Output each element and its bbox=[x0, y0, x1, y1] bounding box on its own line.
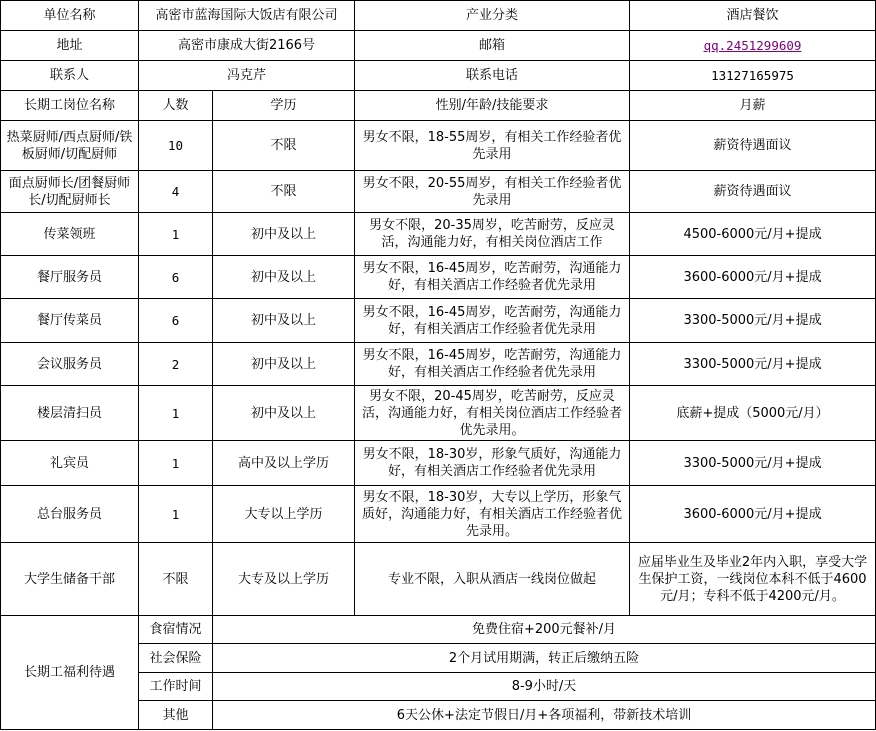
job-row bbox=[1, 299, 876, 343]
job-count: 10 bbox=[139, 121, 213, 171]
job-position: 礼宾员 bbox=[1, 441, 139, 486]
job-requirements: 男女不限，16-45周岁，吃苦耐劳，沟通能力好，有相关酒店工作经验者优先录用 bbox=[355, 343, 630, 386]
job-count: 1 bbox=[139, 486, 213, 543]
job-position: 餐厅服务员 bbox=[1, 256, 139, 299]
job-row bbox=[1, 543, 876, 616]
contact-label: 联系人 bbox=[1, 61, 139, 91]
benefit-value: 2个月试用期满，转正后缴纳五险 bbox=[213, 644, 876, 673]
email-link[interactable]: qq.2451299609 bbox=[703, 37, 802, 53]
job-row bbox=[1, 486, 876, 543]
job-row bbox=[1, 441, 876, 486]
job-requirements: 男女不限，18-30岁，大专以上学历，形象气质好，沟通能力好，有相关酒店工作经验者优先录用。 bbox=[355, 486, 630, 543]
address-row bbox=[1, 31, 876, 61]
job-count: 1 bbox=[139, 213, 213, 256]
benefit-label: 社会保险 bbox=[139, 644, 213, 673]
job-requirements: 男女不限，18-55周岁，有相关工作经验者优先录用 bbox=[355, 121, 630, 171]
job-salary: 3300-5000元/月+提成 bbox=[630, 299, 876, 343]
job-row bbox=[1, 171, 876, 213]
benefit-label: 工作时间 bbox=[139, 673, 213, 701]
job-requirements: 男女不限，18-30岁，形象气质好，沟通能力好，有相关酒店工作经验者优先录用 bbox=[355, 441, 630, 486]
job-count: 2 bbox=[139, 343, 213, 386]
job-education: 初中及以上 bbox=[213, 256, 355, 299]
phone-label: 联系电话 bbox=[355, 61, 630, 91]
job-position: 会议服务员 bbox=[1, 343, 139, 386]
job-salary: 3300-5000元/月+提成 bbox=[630, 343, 876, 386]
job-row bbox=[1, 386, 876, 441]
header-position: 长期工岗位名称 bbox=[1, 91, 139, 121]
header-education: 学历 bbox=[213, 91, 355, 121]
job-salary: 3600-6000元/月+提成 bbox=[630, 486, 876, 543]
job-education: 初中及以上 bbox=[213, 213, 355, 256]
company-name-row bbox=[1, 1, 876, 31]
job-count: 6 bbox=[139, 299, 213, 343]
email-label: 邮箱 bbox=[355, 31, 630, 61]
job-count: 1 bbox=[139, 441, 213, 486]
job-salary: 应届毕业生及毕业2年内入职，享受大学生保护工资，一线岗位本科不低于4600元/月；专科不低于4200元/月。 bbox=[630, 543, 876, 616]
company-name: 高密市蓝海国际大饭店有限公司 bbox=[139, 1, 355, 31]
phone-value: 13127165975 bbox=[630, 61, 876, 91]
job-row bbox=[1, 121, 876, 171]
job-requirements: 男女不限，20-35周岁，吃苦耐劳，反应灵活，沟通能力好，有相关岗位酒店工作 bbox=[355, 213, 630, 256]
header-salary: 月薪 bbox=[630, 91, 876, 121]
benefit-label: 其他 bbox=[139, 701, 213, 730]
job-position: 大学生储备干部 bbox=[1, 543, 139, 616]
job-count: 不限 bbox=[139, 543, 213, 616]
job-position: 总台服务员 bbox=[1, 486, 139, 543]
benefit-value: 6天公休+法定节假日/月+各项福利，带新技术培训 bbox=[213, 701, 876, 730]
job-requirements: 男女不限，20-55周岁，有相关工作经验者优先录用 bbox=[355, 171, 630, 213]
job-row bbox=[1, 213, 876, 256]
benefit-label: 食宿情况 bbox=[139, 616, 213, 644]
job-education: 大专及以上学历 bbox=[213, 543, 355, 616]
job-count: 4 bbox=[139, 171, 213, 213]
job-position: 面点厨师长/团餐厨师长/切配厨师长 bbox=[1, 171, 139, 213]
job-education: 不限 bbox=[213, 121, 355, 171]
job-row bbox=[1, 343, 876, 386]
industry-value: 酒店餐饮 bbox=[630, 1, 876, 31]
address-label: 地址 bbox=[1, 31, 139, 61]
benefits-label: 长期工福利待遇 bbox=[1, 616, 139, 730]
header-count: 人数 bbox=[139, 91, 213, 121]
email-cell bbox=[630, 31, 876, 61]
job-education: 高中及以上学历 bbox=[213, 441, 355, 486]
industry-label: 产业分类 bbox=[355, 1, 630, 31]
job-requirements: 男女不限，16-45周岁，吃苦耐劳，沟通能力好，有相关酒店工作经验者优先录用 bbox=[355, 256, 630, 299]
job-position: 楼层清扫员 bbox=[1, 386, 139, 441]
job-requirements: 男女不限，16-45周岁，吃苦耐劳，沟通能力好，有相关酒店工作经验者优先录用 bbox=[355, 299, 630, 343]
benefit-row bbox=[1, 616, 876, 644]
job-requirements: 专业不限，入职从酒店一线岗位做起 bbox=[355, 543, 630, 616]
job-salary: 薪资待遇面议 bbox=[630, 171, 876, 213]
job-education: 初中及以上 bbox=[213, 299, 355, 343]
job-salary: 薪资待遇面议 bbox=[630, 121, 876, 171]
benefit-value: 免费住宿+200元餐补/月 bbox=[213, 616, 876, 644]
benefit-value: 8-9小时/天 bbox=[213, 673, 876, 701]
job-salary: 3600-6000元/月+提成 bbox=[630, 256, 876, 299]
job-count: 1 bbox=[139, 386, 213, 441]
job-education: 初中及以上 bbox=[213, 386, 355, 441]
address-value: 高密市康成大街2166号 bbox=[139, 31, 355, 61]
job-requirements: 男女不限，20-45周岁，吃苦耐劳，反应灵活，沟通能力好，有相关岗位酒店工作经验者优先录用。 bbox=[355, 386, 630, 441]
job-salary: 底薪+提成（5000元/月） bbox=[630, 386, 876, 441]
job-salary: 4500-6000元/月+提成 bbox=[630, 213, 876, 256]
company-name-label: 单位名称 bbox=[1, 1, 139, 31]
job-position: 餐厅传菜员 bbox=[1, 299, 139, 343]
job-row bbox=[1, 256, 876, 299]
contact-row bbox=[1, 61, 876, 91]
job-position: 传菜领班 bbox=[1, 213, 139, 256]
job-position: 热菜厨师/西点厨师/铁板厨师/切配厨师 bbox=[1, 121, 139, 171]
job-education: 不限 bbox=[213, 171, 355, 213]
jobs-header-row bbox=[1, 91, 876, 121]
contact-value: 冯克芹 bbox=[139, 61, 355, 91]
job-count: 6 bbox=[139, 256, 213, 299]
job-salary: 3300-5000元/月+提成 bbox=[630, 441, 876, 486]
job-education: 大专以上学历 bbox=[213, 486, 355, 543]
job-education: 初中及以上 bbox=[213, 343, 355, 386]
header-requirements: 性别/年龄/技能要求 bbox=[355, 91, 630, 121]
